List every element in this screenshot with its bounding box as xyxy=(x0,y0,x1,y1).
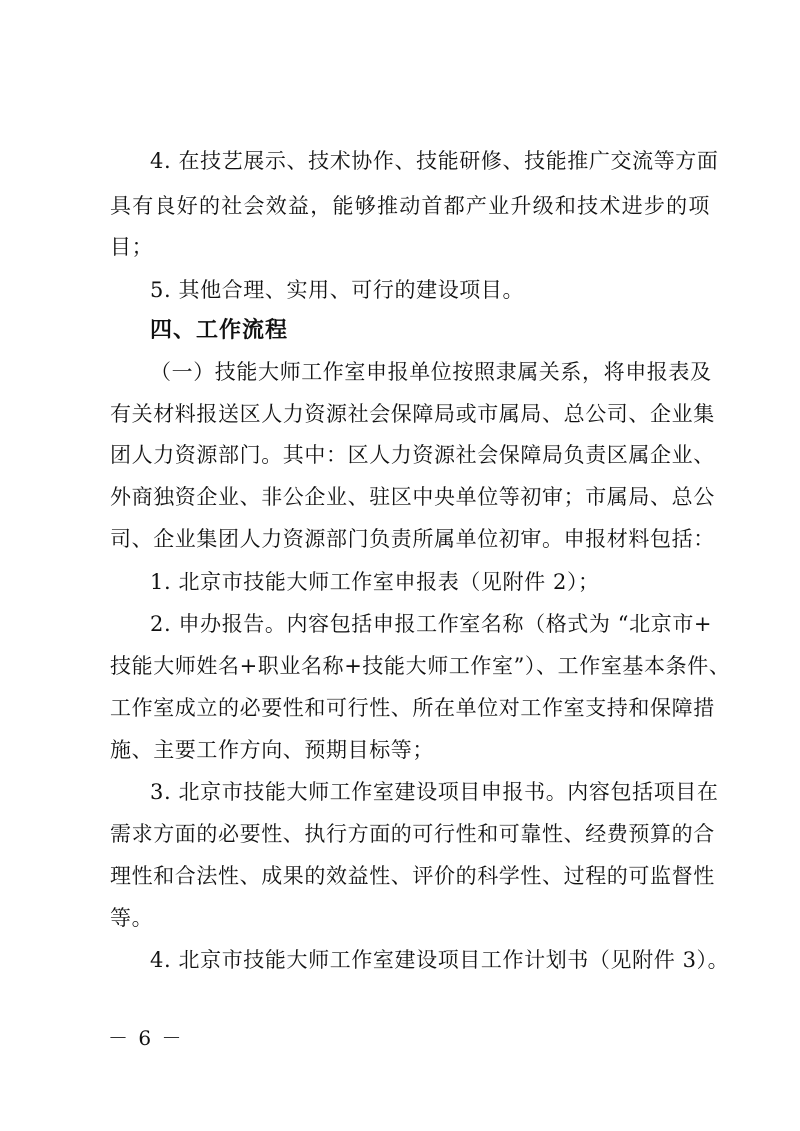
page-number: － 6 － xyxy=(108,1026,184,1050)
paragraph-line: 施、主要工作方向、预期目标等； xyxy=(110,738,434,762)
paragraph-line: 4. 在技艺展示、技术协作、技能研修、技能推广交流等方面 xyxy=(150,149,719,173)
paragraph-line: 等。 xyxy=(110,906,154,930)
paragraph-line: 目； xyxy=(110,235,154,259)
paragraph-line: 工作室成立的必要性和可行性、所在单位对工作室支持和保障措 xyxy=(110,696,715,720)
paragraph-line: 外商独资企业、非公企业、驻区中央单位等初审；市属局、总公 xyxy=(110,485,715,509)
list-item: 4. 北京市技能大师工作室建设项目工作计划书（见附件 3）。 xyxy=(150,948,730,972)
list-item: 3. 北京市技能大师工作室建设项目申报书。内容包括项目在 xyxy=(150,780,719,804)
section-heading: 四、工作流程 xyxy=(150,318,289,343)
paragraph-line: 5. 其他合理、实用、可行的建设项目。 xyxy=(150,278,525,302)
paragraph-line: 技能大师姓名+职业名称+技能大师工作室”）、工作室基本条件、 xyxy=(110,654,731,678)
paragraph-line: （一）技能大师工作室申报单位按照隶属关系，将申报表及 xyxy=(150,360,712,384)
paragraph-line: 需求方面的必要性、执行方面的可行性和可靠性、经费预算的合 xyxy=(110,822,715,846)
paragraph-line: 有关材料报送区人力资源社会保障局或市属局、总公司、企业集 xyxy=(110,402,715,426)
paragraph-line: 具有良好的社会效益，能够推动首都产业升级和技术进步的项 xyxy=(110,194,710,218)
list-item: 1. 北京市技能大师工作室申报表（见附件 2）； xyxy=(150,570,600,594)
paragraph-line: 司、企业集团人力资源部门负责所属单位初审。申报材料包括： xyxy=(110,527,715,551)
paragraph-line: 团人力资源部门。其中：区人力资源社会保障局负责区属企业、 xyxy=(110,443,715,467)
paragraph-line: 理性和合法性、成果的效益性、评价的科学性、过程的可监督性 xyxy=(110,864,715,888)
list-item: 2. 申办报告。内容包括申报工作室名称（格式为 “北京市+ xyxy=(150,612,713,636)
